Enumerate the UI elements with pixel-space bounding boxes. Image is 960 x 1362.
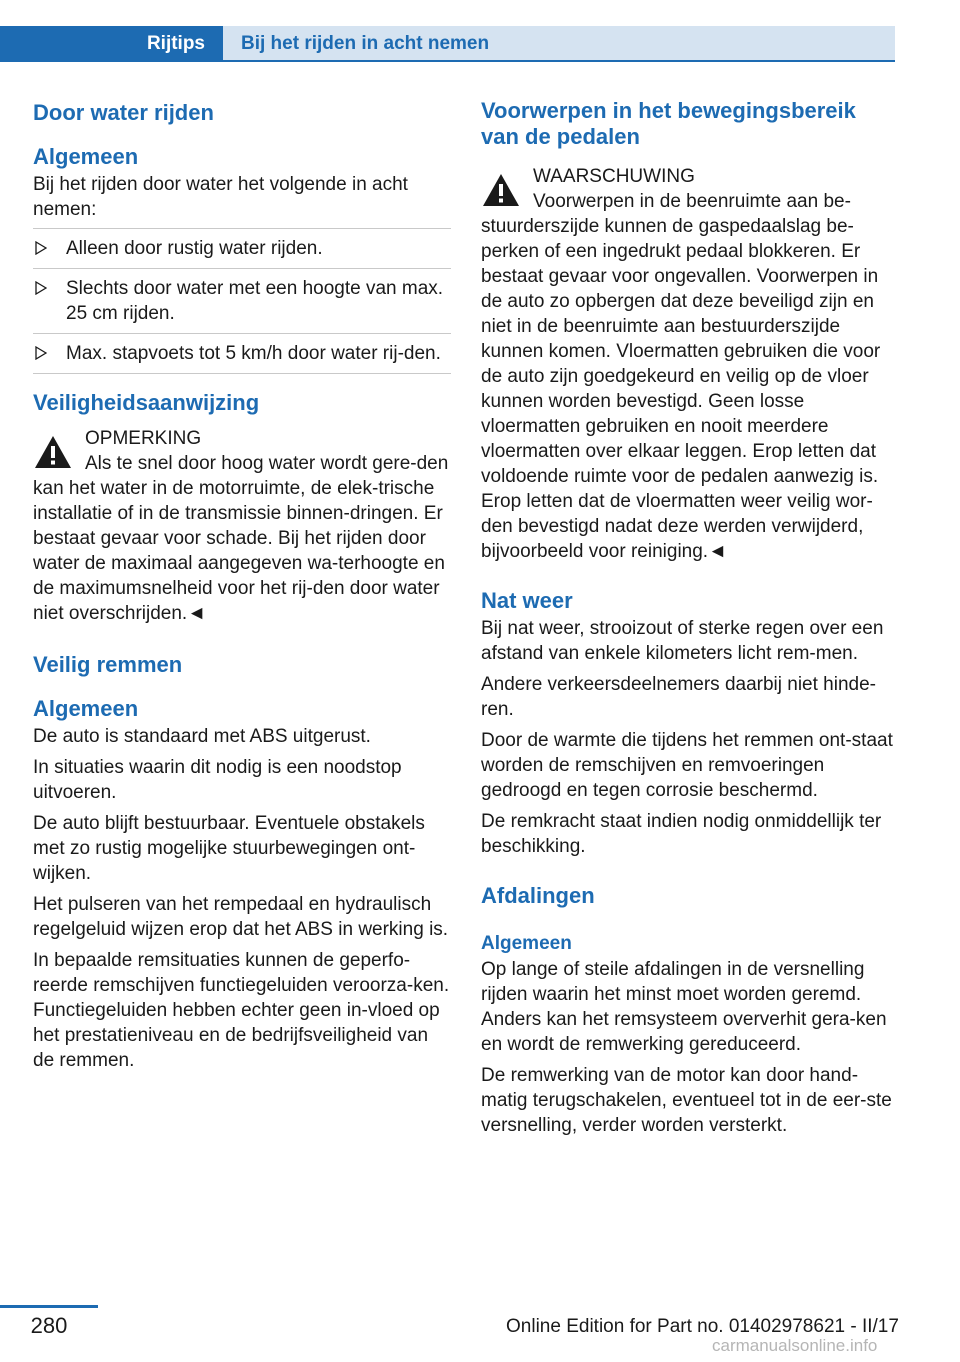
right-column xyxy=(481,98,899,1144)
list-item-text: Alleen door rustig water rijden. xyxy=(66,238,323,259)
page-number: 280 xyxy=(30,1313,68,1338)
list-item xyxy=(33,228,451,268)
paragraph: De auto blijft bestuurbaar. Eventuele obstakels met zo rustig mogelijke stuurbewegingen ont-wijken. xyxy=(33,813,425,884)
paragraph: Bij nat weer, strooizout of sterke regen over een afstand van enkele kilometers licht rem-men. xyxy=(481,618,884,664)
subheading-algemeen: Algemeen xyxy=(33,144,139,169)
triangle-bullet-icon xyxy=(35,346,47,360)
chapter-tab: Rijtips xyxy=(0,26,223,61)
paragraph: In situaties waarin dit nodig is een noodstop uitvoeren. xyxy=(33,757,402,803)
triangle-bullet-icon xyxy=(35,281,47,295)
list-item xyxy=(33,268,451,333)
paragraph: Andere verkeersdeelnemers daarbij niet hinde-ren. xyxy=(481,674,877,720)
footer-rule xyxy=(0,1305,98,1308)
water-bullet-list xyxy=(33,228,451,374)
list-item-text: Max. stapvoets tot 5 km/h door water rij-den. xyxy=(66,343,441,364)
heading-door-water-rijden: Door water rijden xyxy=(33,100,214,125)
section-tab: Bij het rijden in acht nemen xyxy=(223,26,895,61)
heading-veilig-remmen: Veilig remmen xyxy=(33,652,183,677)
paragraph: De remwerking van de motor kan door hand-matig terugschakelen, eventueel tot in de eer-ste versnelling, verder worden versterkt. xyxy=(481,1065,892,1136)
list-item xyxy=(33,333,451,374)
intro-paragraph: Bij het rijden door water het volgende in acht nemen: xyxy=(33,174,408,220)
notice-text: Als te snel door hoog water wordt gere-den kan het water in de motorruimte, de elek-trische installatie of in de transmissie binnen-dringen. Er bestaat gevaar voor schade. Bij het rijden door water de maximaal aangegeven wa-terhoogte en de maximumsnelheid voor het rij-den door water niet overschrijden.◄ xyxy=(33,453,449,624)
edition-note: Online Edition for Part no. 01402978621 - II/17 xyxy=(506,1316,899,1337)
page-header xyxy=(0,0,960,62)
paragraph: Door de warmte die tijdens het remmen ont-staat worden de remschijven en remvoeringen gedroogd en tegen corrosie beschermd. xyxy=(481,730,893,801)
paragraph: In bepaalde remsituaties kunnen de geperfo-reerde remschijven functiegeluiden veroorza-ken. Functiegeluiden hebben echter geen in-vloed op het prestatieniveau en de bedrijfsveiligheid van de remmen. xyxy=(33,950,450,1071)
notice-label: OPMERKING xyxy=(85,428,202,449)
triangle-bullet-icon xyxy=(35,241,47,255)
warning-triangle-icon xyxy=(481,172,521,208)
warning-label: WAARSCHUWING xyxy=(533,166,695,187)
watermark: carmanualsonline.info xyxy=(712,1336,878,1355)
notice-block xyxy=(33,426,451,626)
warning-block xyxy=(481,164,899,564)
paragraph: Op lange of steile afdalingen in de versnelling rijden waarin het minst moet worden geremd. Anders kan het remsysteem oververhit gera-ken en wordt de remwerking gereduceerd. xyxy=(481,959,887,1055)
subheading-nat-weer: Nat weer xyxy=(481,588,573,613)
subheading-algemeen-3: Algemeen xyxy=(481,933,572,954)
subheading-algemeen-2: Algemeen xyxy=(33,696,139,721)
list-item-text: Slechts door water met een hoogte van max. 25 cm rijden. xyxy=(66,278,444,324)
heading-afdalingen: Afdalingen xyxy=(481,883,595,908)
paragraph: De remkracht staat indien nodig onmiddellijk ter beschikking. xyxy=(481,811,882,857)
heading-voorwerpen-pedalen: Voorwerpen in het bewegingsbereik van de pedalen xyxy=(481,98,856,149)
left-column xyxy=(33,98,451,1079)
header-rule xyxy=(0,60,895,62)
subheading-veiligheidsaanwijzing: Veiligheidsaanwijzing xyxy=(33,390,260,415)
warning-text: Voorwerpen in de beenruimte aan be-stuurderszijde kunnen de gaspedaalslag be-perken of een ingedrukt pedaal blokkeren. Er bestaat gevaar voor ongevallen. Voorwerpen in de auto zo opbergen dat deze beveiligd zijn en niet in de beenruimte aan bestuurderszijde kunnen komen. Vloermatten gebruiken die voor de auto zijn goedgekeurd en veilig op de vloer kunnen worden bevestigd. Geen losse vloermatten gebruiken en nooit meerdere vloermatten over elkaar leggen. Erop letten dat voldoende ruimte voor de pedalen aanwezig is. Erop letten dat de vloermatten weer veilig wor-den bevestigd nadat deze werden verwijderd, bijvoorbeeld voor reiniging.◄ xyxy=(481,191,881,562)
paragraph: De auto is standaard met ABS uitgerust. xyxy=(33,726,371,747)
warning-triangle-icon xyxy=(33,434,73,470)
paragraph: Het pulseren van het rempedaal en hydraulisch regelgeluid wijzen erop dat het ABS in werking is. xyxy=(33,894,449,940)
